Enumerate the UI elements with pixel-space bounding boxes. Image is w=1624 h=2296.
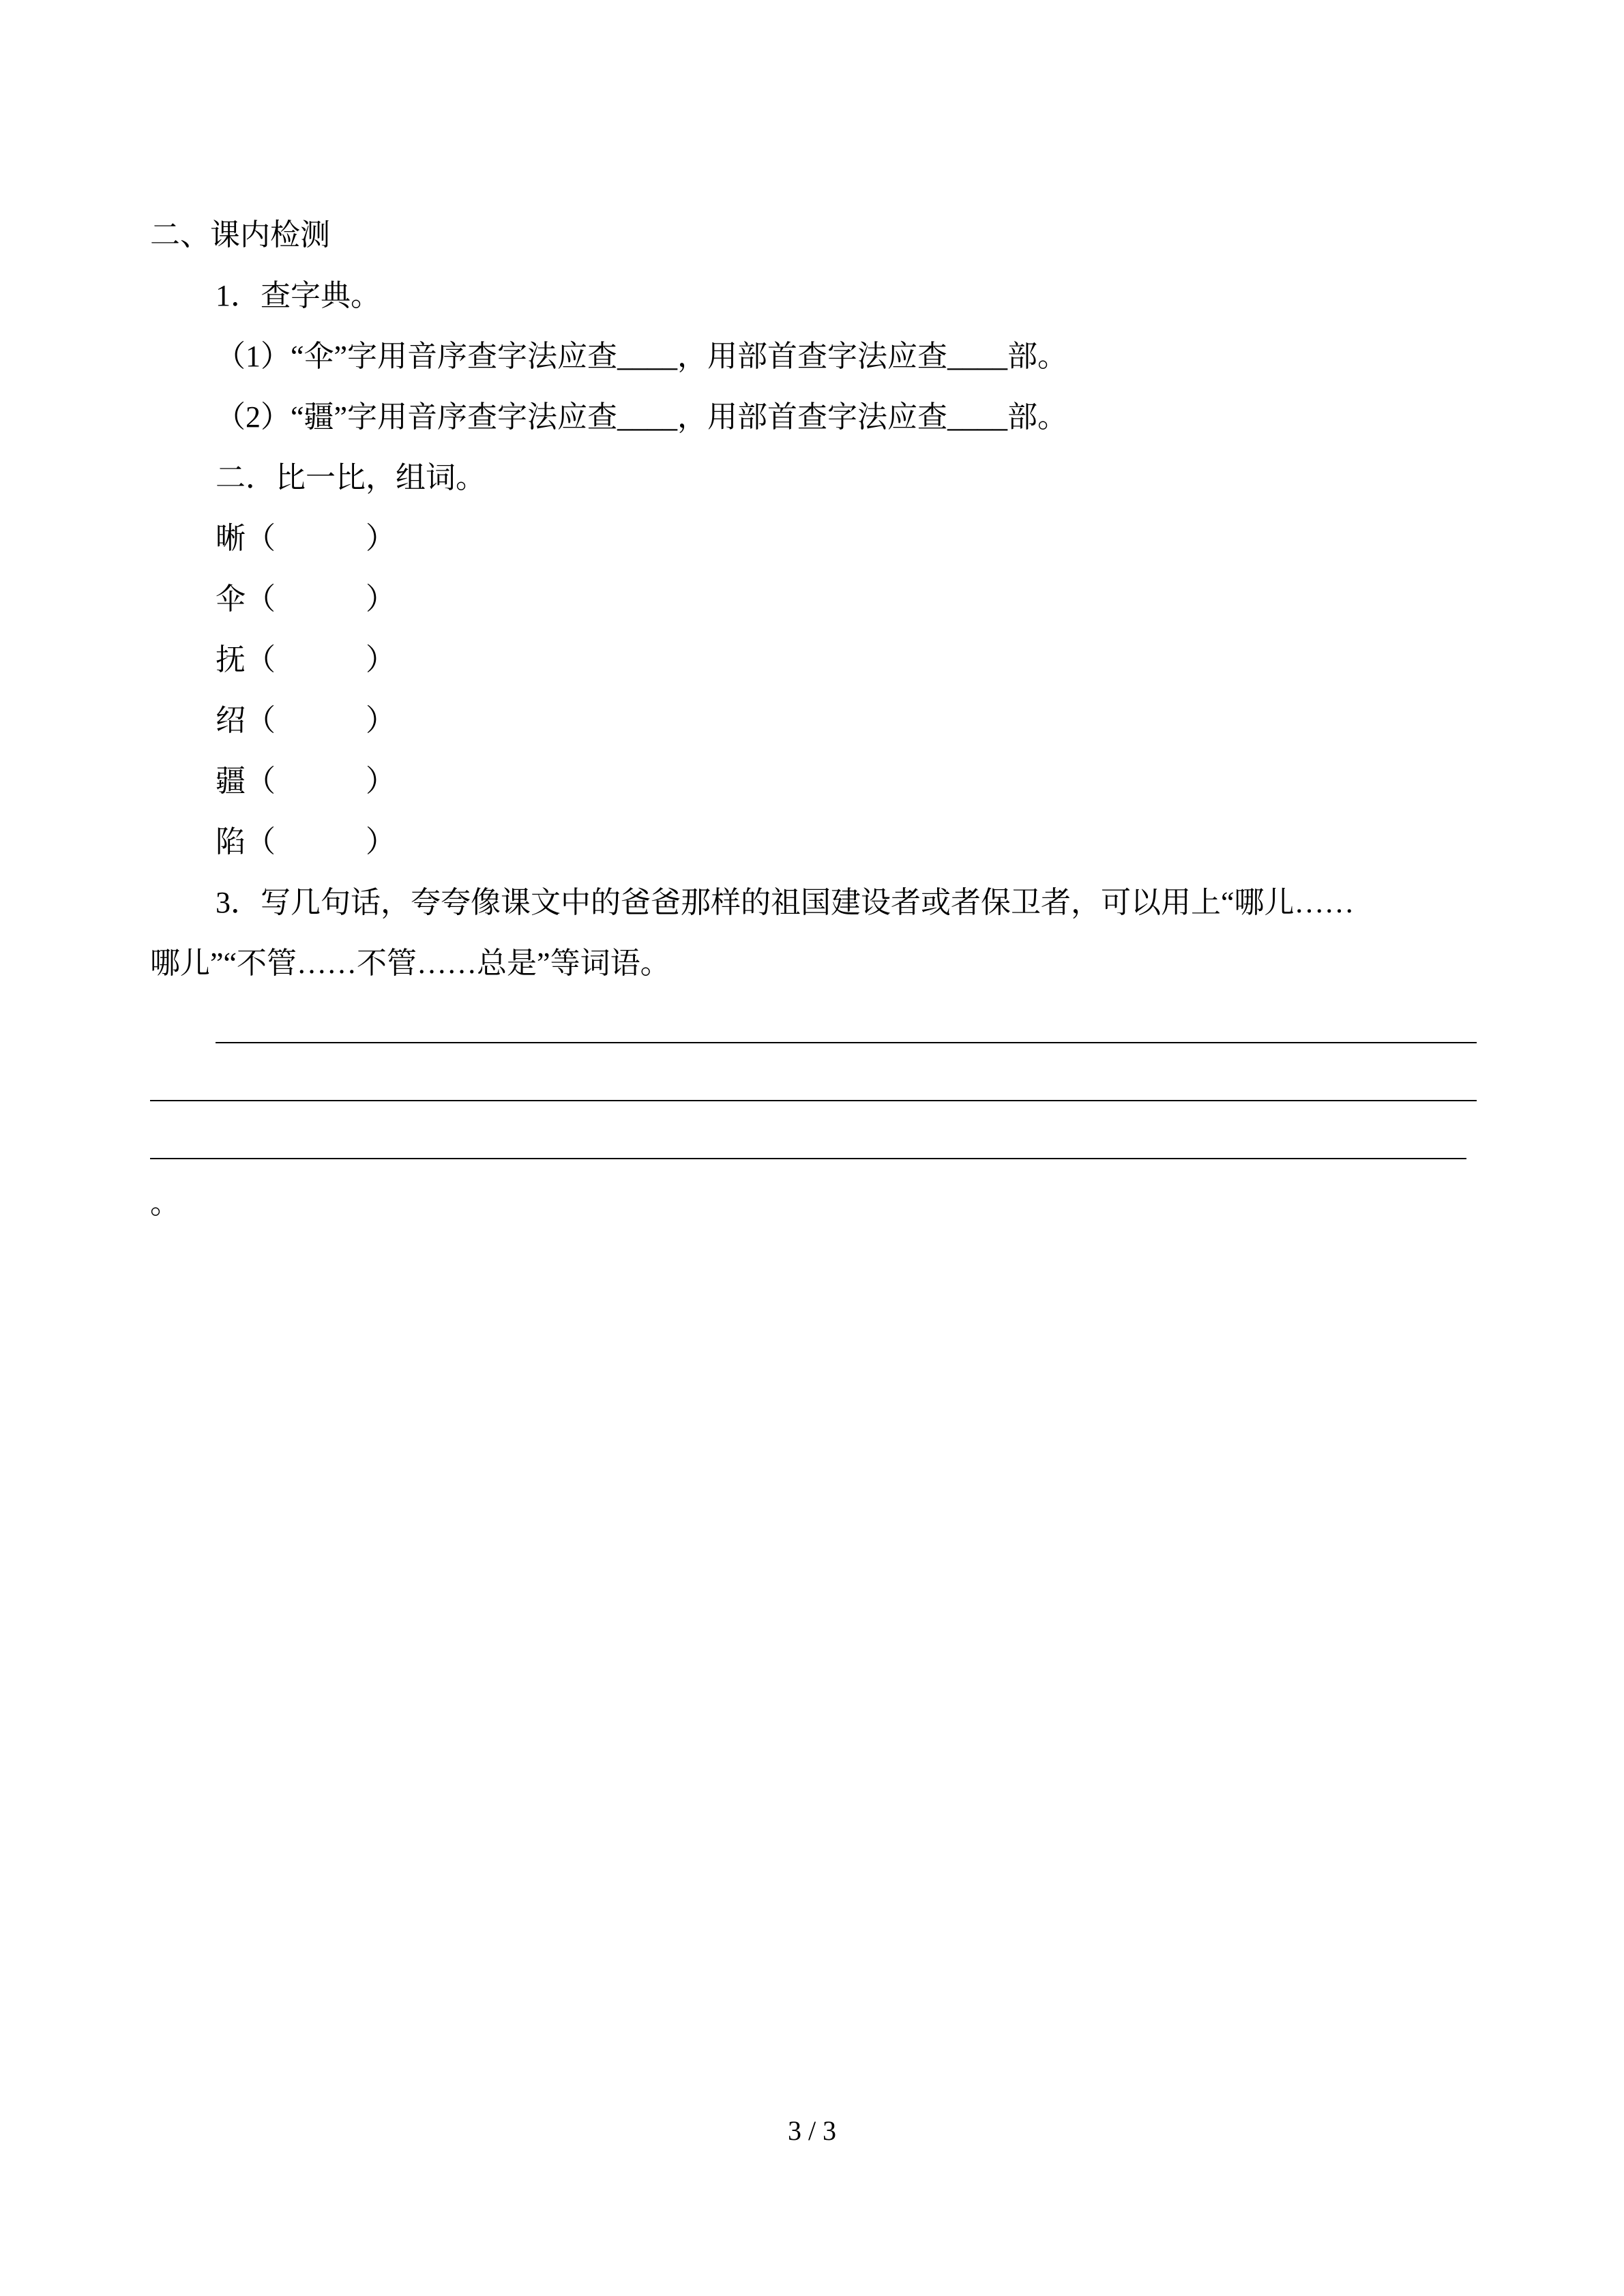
q1-item-1: （1）“伞”字用音序查字法应查____，用部首查字法应查____部。	[216, 340, 1068, 373]
q2-word-6: 陷（ ）	[216, 825, 396, 859]
page-number: 3 / 3	[787, 2115, 837, 2146]
answer-line-1	[216, 994, 1477, 1043]
q2-word-5: 疆（ ）	[216, 764, 396, 798]
q2-word-1: 晰（ ）	[216, 522, 396, 555]
q3-line-2: 哪儿”“不管……不管……总是”等词语。	[150, 946, 670, 980]
q2-word-2: 伞（ ）	[216, 582, 396, 616]
q2-word-4: 绍（ ）	[216, 704, 396, 737]
document-content	[150, 205, 1477, 1234]
answer-lines	[150, 994, 1477, 1159]
section-header: 二、课内检测	[150, 218, 330, 252]
q1-title: 1．查字典。	[216, 279, 381, 312]
trailing-period: 。	[150, 1187, 180, 1220]
answer-line-2	[150, 1043, 1477, 1101]
q1-item-2: （2）“疆”字用音序查字法应查____，用部首查字法应查____部。	[216, 400, 1068, 434]
q2-title: 二．比一比，组词。	[216, 461, 486, 494]
q3-line-1: 3．写几句话，夸夸像课文中的爸爸那样的祖国建设者或者保卫者，可以用上“哪儿……	[216, 886, 1355, 919]
answer-line-3	[150, 1101, 1466, 1159]
q2-word-3: 抚（ ）	[216, 643, 396, 676]
